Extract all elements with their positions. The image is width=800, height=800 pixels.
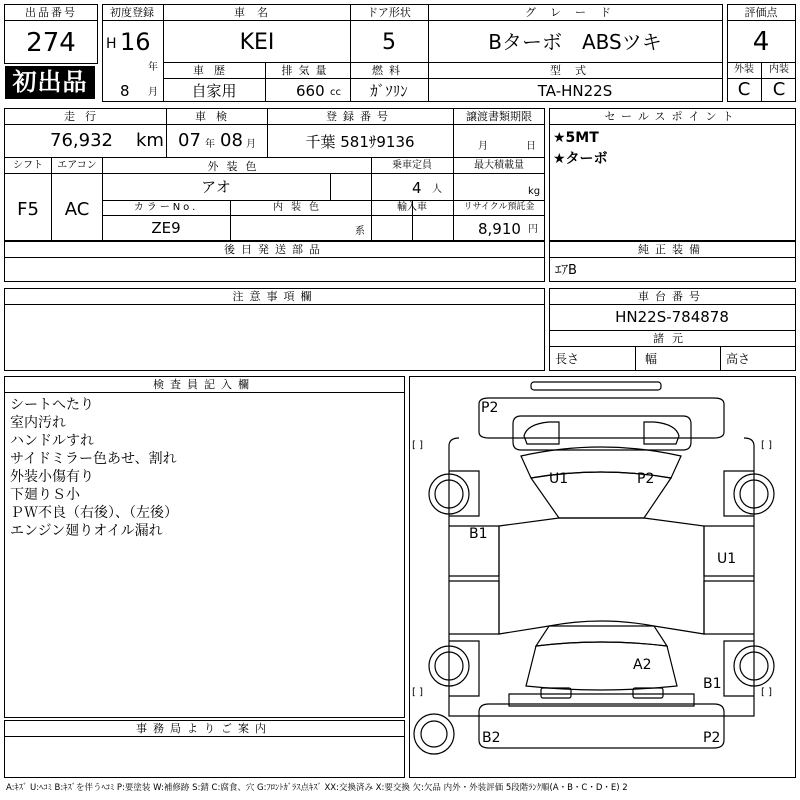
- inspector-notes-label: 検査員記入欄: [153, 378, 255, 391]
- capacity-value: 4: [412, 179, 422, 197]
- recycle-value: 8,910: [478, 220, 521, 238]
- length-label: 長さ: [555, 352, 580, 366]
- color-number: ZE9: [151, 219, 181, 237]
- transfer-month-unit: 月: [478, 141, 488, 152]
- bracket-mark: [ ]: [761, 440, 772, 451]
- damage-mark: U1: [549, 471, 569, 487]
- inspection-month-unit: 月: [246, 139, 256, 150]
- inspector-notes-list: [10, 396, 178, 540]
- vehicle-name: KEI: [239, 30, 275, 55]
- max-load-label: 最大積載量: [474, 160, 524, 171]
- sales-point-item: ★ターボ: [553, 151, 608, 167]
- details-grid: [4, 108, 545, 241]
- color-number-label: カラーNo.: [133, 202, 199, 213]
- shift-label: シフト: [13, 160, 43, 171]
- chassis-label: 車台番号: [638, 290, 706, 303]
- transfer-day-unit: 日: [526, 141, 536, 152]
- displacement-value: 660: [296, 82, 325, 100]
- registration-year-unit: 年: [148, 62, 158, 73]
- door-count: 5: [382, 30, 396, 55]
- damage-mark: B2: [482, 730, 501, 746]
- score-label: 評価点: [744, 6, 778, 19]
- bracket-mark: [ ]: [412, 440, 423, 451]
- height-label: 高さ: [726, 352, 751, 366]
- cautions-label: 注意事項欄: [232, 290, 318, 303]
- exterior-color: アオ: [201, 178, 231, 196]
- inspection-label: 車検: [195, 110, 237, 123]
- interior-color-suffix: 系: [355, 226, 365, 237]
- grade-value: Bターボ ABSツキ: [488, 30, 662, 54]
- mileage-label: 走行: [64, 110, 106, 123]
- inspection-month: 08: [220, 130, 243, 151]
- damage-mark: P2: [481, 400, 499, 416]
- registration-number-label: 登録番号: [326, 110, 394, 123]
- history-value: 自家用: [191, 82, 237, 100]
- model-label: 型式: [550, 64, 600, 77]
- note-line: 外装小傷有り: [10, 469, 94, 485]
- grade-label: グレード: [525, 6, 625, 19]
- note-line: 下廻りＳ小: [10, 487, 80, 503]
- model-value: TA-HN22S: [537, 82, 613, 100]
- genuine-equipment-label: 純正装備: [638, 243, 706, 256]
- fuel-label: 燃料: [372, 64, 406, 77]
- vehicle-name-label: 車名: [234, 6, 280, 19]
- fuel-value: ｶﾞｿﾘﾝ: [370, 82, 408, 100]
- registration-month-unit: 月: [148, 87, 158, 98]
- sales-points-box: [549, 108, 796, 241]
- mileage-value: 76,932: [50, 130, 113, 151]
- sales-point-item: ★5MT: [553, 130, 599, 146]
- damage-mark: P2: [637, 471, 655, 487]
- inspection-year-unit: 年: [205, 139, 215, 150]
- damage-legend: A:ｷｽﾞ U:ﾍｺﾐ B:ｷｽﾞを伴うﾍｺﾐ P:要塗装 W:補修跡 S:錆 C:腐食、穴 G:ﾌﾛﾝﾄｶﾞﾗｽ点ｷｽﾞ XX:交換済み X:要交換 欠:欠品 内外・外装評価 5段階ﾗﾝｸ順(A・B・C・D・E) 2: [6, 783, 628, 793]
- specs-label: 諸元: [653, 332, 691, 345]
- inspection-year: 07: [178, 130, 201, 151]
- registration-era: H: [106, 36, 117, 52]
- bracket-mark: [ ]: [412, 687, 423, 698]
- note-line: シートへたり: [10, 397, 94, 413]
- damage-mark: B1: [703, 676, 722, 692]
- history-label: 車歴: [193, 64, 235, 77]
- registration-number: 千葉 581ｻ9136: [305, 133, 415, 151]
- first-registration-label: 初度登録: [110, 6, 154, 19]
- exterior-score-label: 外装: [734, 64, 754, 75]
- interior-score: C: [772, 79, 786, 100]
- width-label: 幅: [645, 352, 658, 366]
- note-line: サイドミラー色あせ、割れ: [10, 451, 177, 467]
- registration-month: 8: [120, 82, 130, 100]
- chassis-number: HN22S-784878: [615, 308, 729, 326]
- interior-color-label: 内装色: [273, 202, 327, 213]
- displacement-unit: cc: [330, 87, 341, 98]
- first-listing-badge: 初出品: [5, 66, 95, 99]
- aircon-label: エアコン: [57, 160, 97, 171]
- damage-mark: A2: [633, 657, 652, 673]
- capacity-label: 乗車定員: [392, 160, 432, 171]
- note-line: ＰＷ不良（右後）、（左後）: [10, 505, 178, 521]
- note-line: ハンドルすれ: [10, 433, 94, 449]
- damage-mark: P2: [703, 730, 721, 746]
- sales-points-label: セールスポイント: [604, 110, 740, 123]
- lot-number: 274: [26, 28, 76, 58]
- interior-score-label: 内装: [769, 64, 789, 75]
- shift-value: F5: [17, 199, 39, 220]
- note-line: エンジン廻りオイル漏れ: [10, 523, 163, 539]
- damage-mark: B1: [469, 526, 488, 542]
- later-parts-label: 後日発送部品: [224, 243, 326, 256]
- mileage-unit: km: [136, 130, 164, 151]
- score-value: 4: [752, 27, 770, 57]
- note-line: 室内汚れ: [10, 415, 66, 431]
- bracket-mark: [ ]: [761, 687, 772, 698]
- exterior-score: C: [737, 79, 751, 100]
- max-load-unit: kg: [528, 186, 541, 197]
- office-notice-label: 事務局よりご案内: [136, 722, 272, 735]
- recycle-unit: 円: [528, 224, 538, 235]
- exterior-color-label: 外装色: [207, 160, 265, 173]
- recycle-label: リサイクル預託金: [463, 202, 535, 212]
- lot-number-label: 出品番号: [25, 6, 77, 19]
- displacement-label: 排気量: [281, 64, 333, 77]
- import-label: 輸入車: [397, 202, 427, 213]
- car-diagram: [409, 376, 796, 778]
- aircon-value: AC: [64, 199, 90, 220]
- capacity-unit: 人: [432, 184, 442, 195]
- registration-year: 16: [120, 28, 151, 56]
- door-label: ドア形状: [367, 6, 411, 19]
- genuine-equipment-value: ｴｱB: [555, 263, 577, 278]
- transfer-deadline-label: 譲渡書類期限: [466, 110, 532, 123]
- damage-mark: U1: [717, 551, 737, 567]
